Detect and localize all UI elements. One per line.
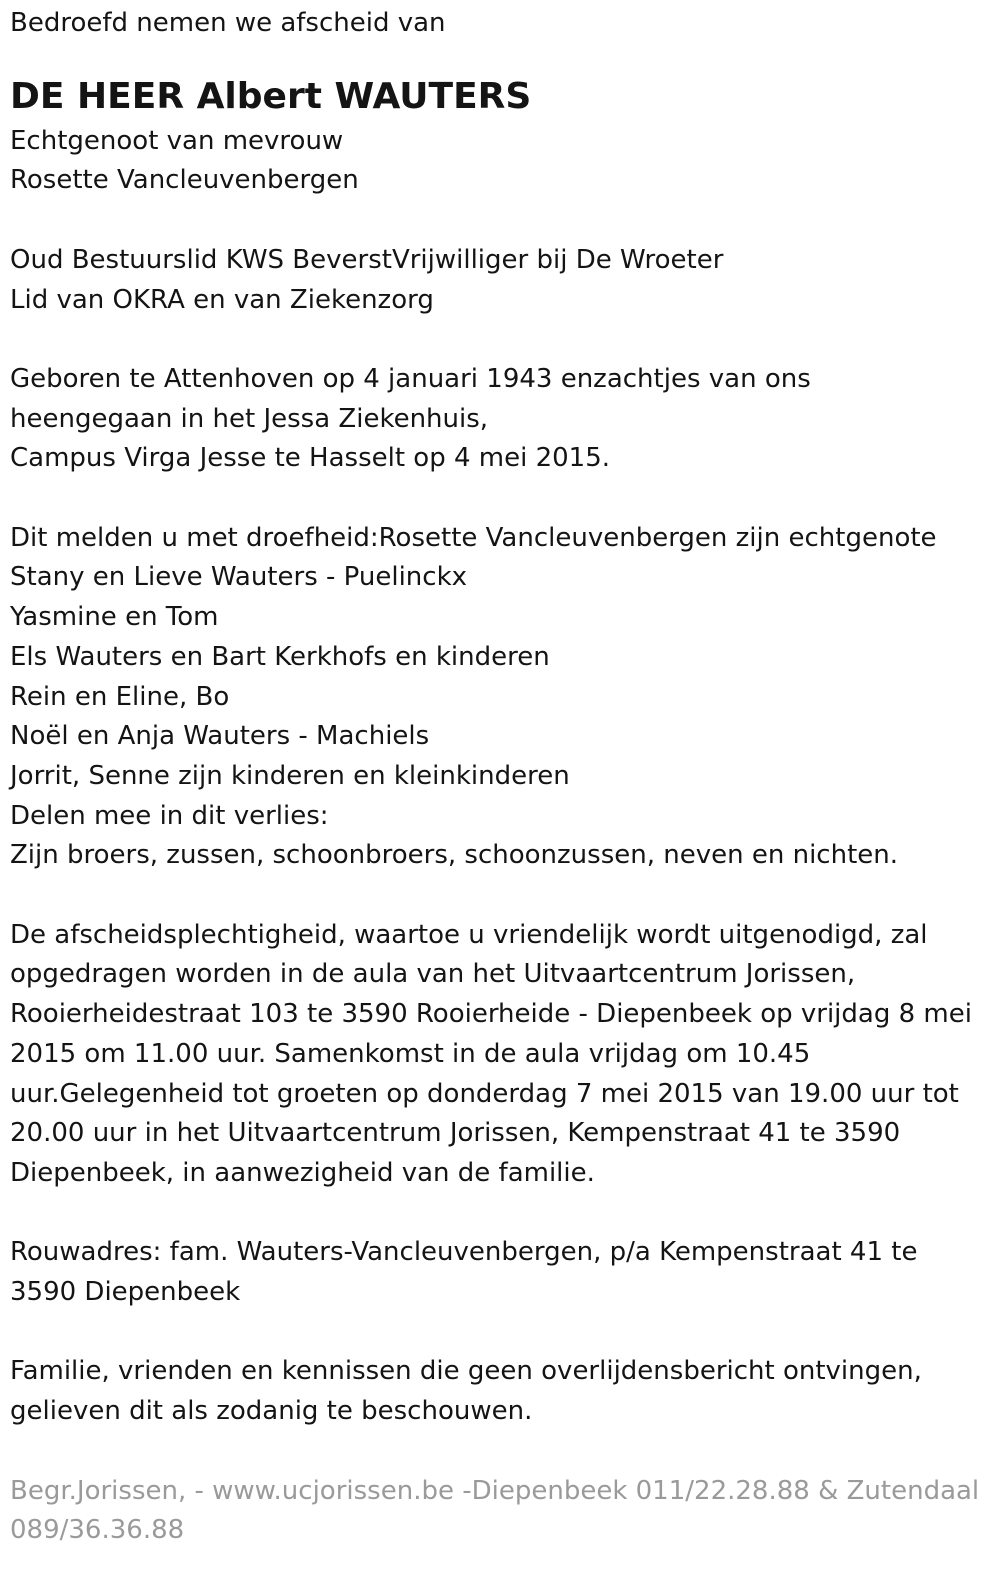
notice-line: gelieven dit als zodanig te beschouwen. — [10, 1396, 533, 1427]
spacer — [10, 320, 982, 360]
family-line: Dit melden u met droefheid:Rosette Vancleuvenbergen zijn echtgenote — [10, 522, 937, 553]
family-line: Yasmine en Tom — [10, 602, 219, 633]
family-line: Noël en Anja Wauters - Machiels — [10, 721, 430, 752]
roles-line: Lid van OKRA en van Ziekenzorg — [10, 284, 434, 315]
spacer — [10, 201, 982, 241]
family-line: Rein en Eline, Bo — [10, 681, 230, 712]
family-section — [10, 519, 982, 876]
roles-line: Oud Bestuurslid KWS BeverstVrijwilliger bij De Wroeter — [10, 244, 724, 275]
birth-section — [10, 360, 982, 479]
notice-line: Familie, vrienden en kennissen die geen overlijdensbericht ontvingen, — [10, 1356, 922, 1387]
notice-section — [10, 1352, 982, 1431]
family-line: Els Wauters en Bart Kerkhofs en kinderen — [10, 641, 550, 672]
spacer — [10, 876, 982, 916]
spacer — [10, 479, 982, 519]
birth-line: Campus Virga Jesse te Hasselt op 4 mei 2015. — [10, 443, 611, 474]
intro-text: Bedroefd nemen we afscheid van — [10, 8, 446, 38]
footer-line: 089/36.36.88 — [10, 1515, 185, 1546]
ceremony-line: De afscheidsplechtigheid, waartoe u vriendelijk wordt uitgenodigd, zal — [10, 919, 928, 950]
ceremony-line: 2015 om 11.00 uur. Samenkomst in de aula vrijdag om 10.45 — [10, 1038, 811, 1069]
family-line: Stany en Lieve Wauters - Puelinckx — [10, 562, 468, 593]
ceremony-section — [10, 916, 982, 1194]
footer — [10, 1472, 982, 1551]
ceremony-line: opgedragen worden in de aula van het Uitvaartcentrum Jorissen, — [10, 959, 856, 990]
ceremony-line: uur.Gelegenheid tot groeten op donderdag 7 mei 2015 van 19.00 uur tot — [10, 1078, 959, 1109]
deceased-name: DE HEER Albert WAUTERS — [10, 75, 532, 117]
family-line: Jorrit, Senne zijn kinderen en kleinkinderen — [10, 760, 570, 791]
roles-section — [10, 241, 982, 320]
birth-line: Geboren te Attenhoven op 4 januari 1943 enzachtjes van ons — [10, 363, 811, 394]
spouse-line: Echtgenoot van mevrouw — [10, 125, 344, 156]
spouse-line: Rosette Vancleuvenbergen — [10, 165, 359, 196]
address-line: Rouwadres: fam. Wauters-Vancleuvenbergen, p/a Kempenstraat 41 te — [10, 1237, 918, 1268]
spacer — [10, 1432, 982, 1472]
birth-line: heengegaan in het Jessa Ziekenhuis, — [10, 403, 489, 434]
footer-line: Begr.Jorissen, - www.ucjorissen.be -Diepenbeek 011/22.28.88 & Zutendaal — [10, 1475, 980, 1506]
address-section — [10, 1233, 982, 1312]
address-line: 3590 Diepenbeek — [10, 1277, 241, 1308]
spacer — [10, 1313, 982, 1353]
ceremony-line: Rooierheidestraat 103 te 3590 Rooierheide - Diepenbeek op vrijdag 8 mei — [10, 999, 972, 1030]
ceremony-line: Diepenbeek, in aanwezigheid van de familie. — [10, 1157, 595, 1188]
spacer — [10, 1194, 982, 1234]
spouse-section — [10, 122, 982, 201]
family-line: Delen mee in dit verlies: — [10, 800, 329, 831]
ceremony-line: 20.00 uur in het Uitvaartcentrum Jorissen, Kempenstraat 41 te 3590 — [10, 1118, 901, 1149]
family-line: Zijn broers, zussen, schoonbroers, schoonzussen, neven en nichten. — [10, 840, 898, 871]
